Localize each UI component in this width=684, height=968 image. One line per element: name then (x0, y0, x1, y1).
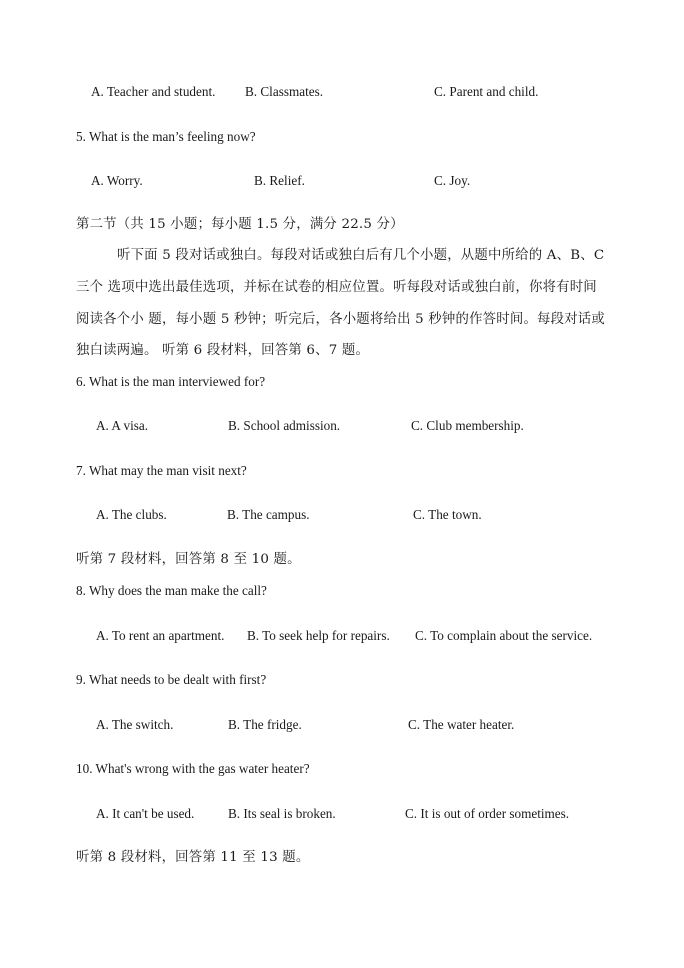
q10-option-c: C. It is out of order sometimes. (405, 806, 570, 821)
q7-option-a: A. The clubs. (96, 507, 167, 522)
material-7-heading: 听第 7 段材料，回答第 8 至 10 题。 (76, 552, 301, 567)
q9-option-b: B. The fridge. (228, 717, 302, 732)
q4-option-c: C. Parent and child. (434, 84, 539, 99)
q6-option-a: A. A visa. (96, 418, 149, 433)
q9-option-a: A. The switch. (96, 717, 174, 732)
q9-text: 9. What needs to be dealt with first? (76, 672, 267, 687)
q4-option-a: A. Teacher and student. (91, 84, 216, 99)
q6-option-b: B. School admission. (228, 418, 341, 433)
instructions-line-2: 三个 选项中选出最佳选项，并标在试卷的相应位置。听每段对话或独白前，你将有时间 (76, 280, 597, 295)
section-2-heading: 第二节（共 15 小题；每小题 1.5 分，满分 22.5 分） (76, 217, 404, 232)
q8-option-a: A. To rent an apartment. (96, 628, 225, 643)
q5-text: 5. What is the man’s feeling now? (76, 129, 256, 144)
q8-option-c: C. To complain about the service. (415, 628, 593, 643)
q8-option-b: B. To seek help for repairs. (247, 628, 390, 643)
q10-text: 10. What's wrong with the gas water heater? (76, 761, 310, 776)
instructions-line-4: 独白读两遍。 听第 6 段材料，回答第 6、7 题。 (76, 343, 370, 358)
q6-option-c: C. Club membership. (411, 418, 524, 433)
q7-text: 7. What may the man visit next? (76, 463, 247, 478)
q8-text: 8. Why does the man make the call? (76, 583, 267, 598)
q5-option-a: A. Worry. (91, 173, 143, 188)
q5-option-c: C. Joy. (434, 173, 471, 188)
q7-option-c: C. The town. (413, 507, 482, 522)
q4-option-b: B. Classmates. (245, 84, 324, 99)
q10-option-b: B. Its seal is broken. (228, 806, 336, 821)
q10-option-a: A. It can't be used. (96, 806, 195, 821)
material-8-heading: 听第 8 段材料，回答第 11 至 13 题。 (76, 850, 310, 865)
instructions-line-3: 阅读各个小 题，每小题 5 秒钟；听完后，各小题将给出 5 秒钟的作答时间。每段对话或 (76, 312, 605, 327)
instructions-line-1: 听下面 5 段对话或独白。每段对话或独白后有几个小题，从题中所给的 A、B、C (117, 248, 605, 263)
q9-option-c: C. The water heater. (408, 717, 515, 732)
q5-option-b: B. Relief. (254, 173, 305, 188)
q6-text: 6. What is the man interviewed for? (76, 374, 266, 389)
q7-option-b: B. The campus. (227, 507, 310, 522)
